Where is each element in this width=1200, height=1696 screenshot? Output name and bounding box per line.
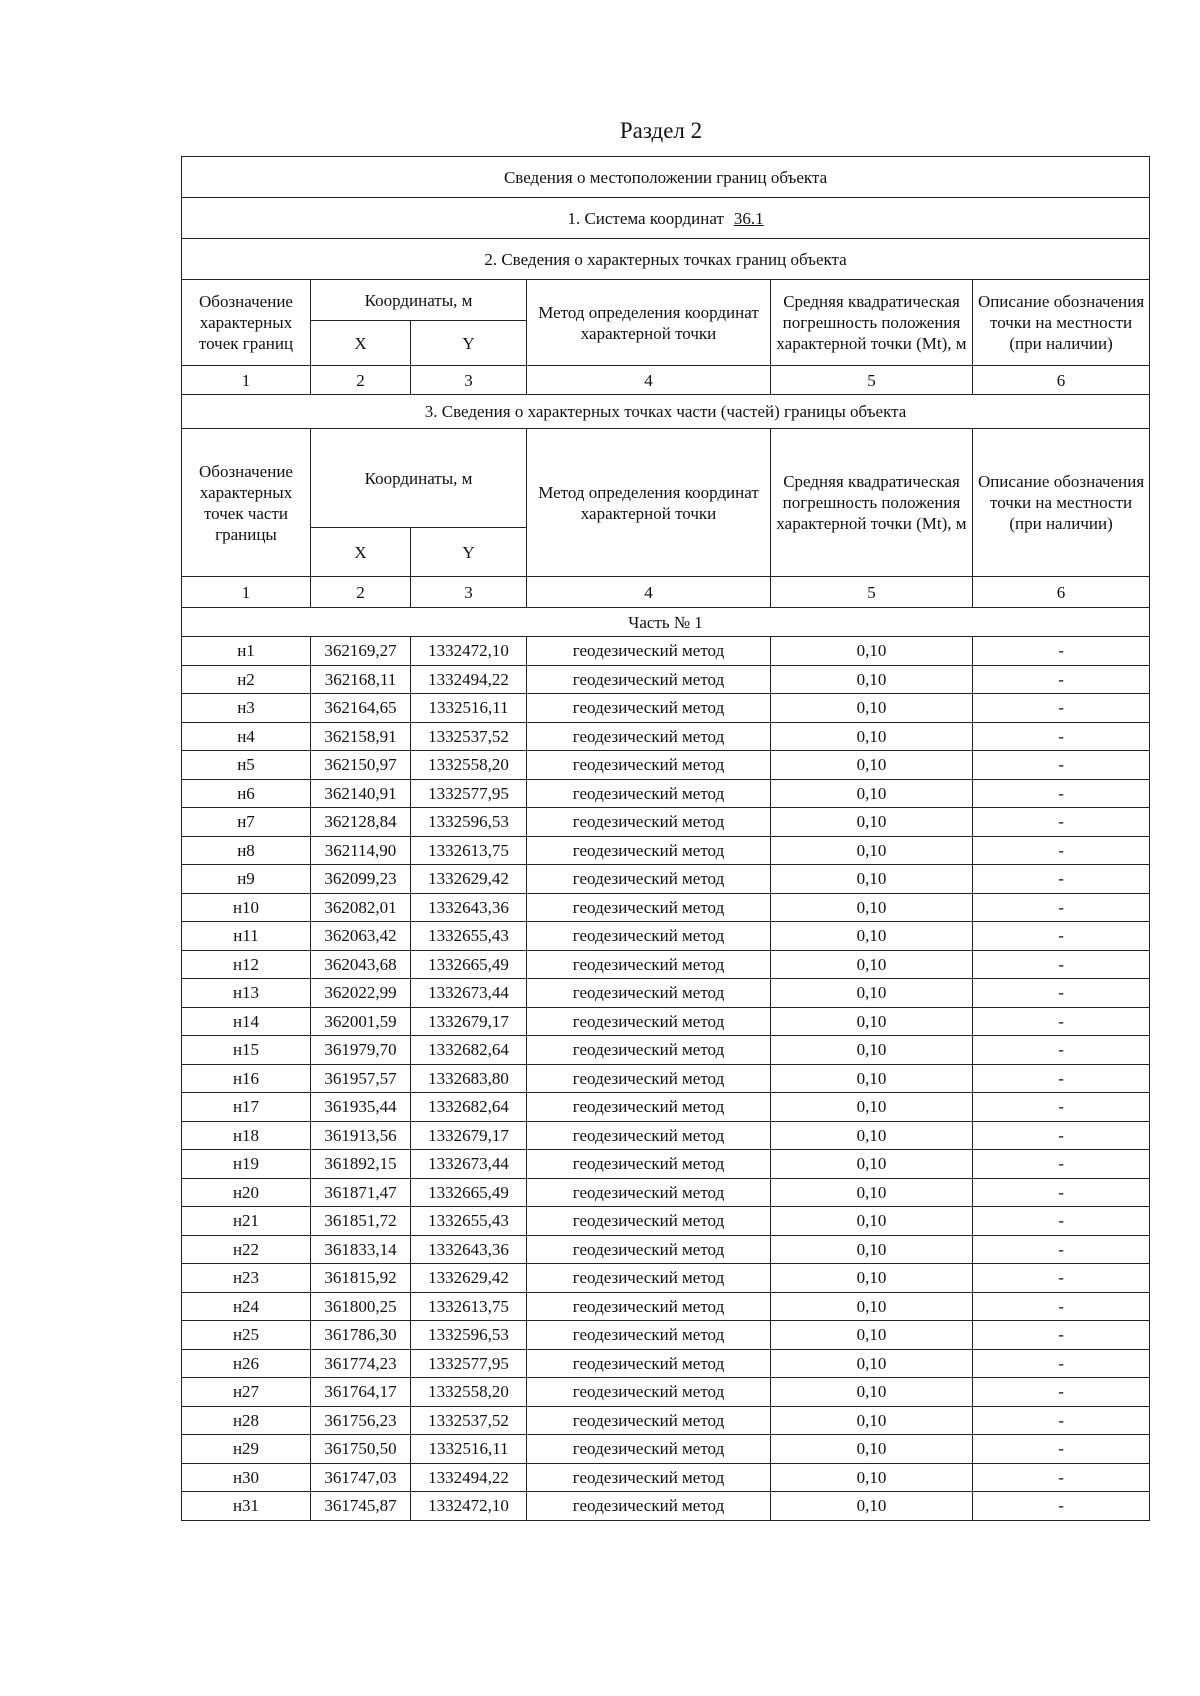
coord-y-cell: 1332682,64	[411, 1036, 527, 1065]
col-number: 2	[311, 577, 411, 608]
description-cell: -	[973, 1264, 1150, 1293]
description-cell: -	[973, 1207, 1150, 1236]
s3-header-desc: Описание обозначения точки на местности (при наличии)	[973, 429, 1150, 577]
mt-value-cell: 0,10	[771, 1349, 973, 1378]
section3-title: 3. Сведения о характерных точках части (частей) границы объекта	[182, 395, 1150, 429]
col-number: 6	[973, 366, 1150, 395]
mt-value-cell: 0,10	[771, 779, 973, 808]
part-row	[182, 608, 1150, 637]
method-cell: геодезический метод	[527, 1064, 771, 1093]
point-id-cell: н12	[182, 950, 311, 979]
coord-y-cell: 1332613,75	[411, 1292, 527, 1321]
method-cell: геодезический метод	[527, 1036, 771, 1065]
coord-system-row	[182, 198, 1150, 239]
mt-value-cell: 0,10	[771, 1264, 973, 1293]
method-cell: геодезический метод	[527, 1321, 771, 1350]
table-title-row	[182, 157, 1150, 198]
method-cell: геодезический метод	[527, 1235, 771, 1264]
mt-value-cell: 0,10	[771, 1207, 973, 1236]
coord-y-cell: 1332683,80	[411, 1064, 527, 1093]
coord-y-cell: 1332665,49	[411, 950, 527, 979]
mt-value-cell: 0,10	[771, 694, 973, 723]
coord-y-cell: 1332577,95	[411, 779, 527, 808]
coord-y-cell: 1332472,10	[411, 1492, 527, 1521]
description-cell: -	[973, 1435, 1150, 1464]
coord-y-cell: 1332577,95	[411, 1349, 527, 1378]
method-cell: геодезический метод	[527, 922, 771, 951]
coord-x-cell: 361747,03	[311, 1463, 411, 1492]
table-row	[182, 979, 1150, 1008]
method-cell: геодезический метод	[527, 950, 771, 979]
table-row	[182, 694, 1150, 723]
coord-y-cell: 1332494,22	[411, 1463, 527, 1492]
coord-y-cell: 1332537,52	[411, 722, 527, 751]
coord-x-cell: 362128,84	[311, 808, 411, 837]
table-row	[182, 1235, 1150, 1264]
coord-y-cell: 1332537,52	[411, 1406, 527, 1435]
col-number: 3	[411, 366, 527, 395]
point-id-cell: н27	[182, 1378, 311, 1407]
mt-value-cell: 0,10	[771, 922, 973, 951]
point-id-cell: н25	[182, 1321, 311, 1350]
table-row	[182, 893, 1150, 922]
section2-header-row-1	[182, 280, 1150, 321]
method-cell: геодезический метод	[527, 1264, 771, 1293]
method-cell: геодезический метод	[527, 665, 771, 694]
col-number: 2	[311, 366, 411, 395]
coord-y-cell: 1332655,43	[411, 1207, 527, 1236]
table-row	[182, 1150, 1150, 1179]
mt-value-cell: 0,10	[771, 1492, 973, 1521]
coord-x-cell: 361764,17	[311, 1378, 411, 1407]
description-cell: -	[973, 637, 1150, 666]
mt-value-cell: 0,10	[771, 1321, 973, 1350]
table-title: Сведения о местоположении границ объекта	[182, 157, 1150, 198]
point-id-cell: н5	[182, 751, 311, 780]
s3-header-method: Метод определения координат характерной точки	[527, 429, 771, 577]
s2-header-desc: Описание обозначения точки на местности (при наличии)	[973, 280, 1150, 366]
point-id-cell: н11	[182, 922, 311, 951]
table-row	[182, 1435, 1150, 1464]
description-cell: -	[973, 836, 1150, 865]
coord-y-cell: 1332679,17	[411, 1007, 527, 1036]
coord-y-cell: 1332472,10	[411, 637, 527, 666]
description-cell: -	[973, 893, 1150, 922]
section2-title: 2. Сведения о характерных точках границ объекта	[182, 239, 1150, 280]
coord-y-cell: 1332596,53	[411, 1321, 527, 1350]
method-cell: геодезический метод	[527, 722, 771, 751]
boundary-table	[181, 156, 1150, 1521]
description-cell: -	[973, 751, 1150, 780]
point-id-cell: н22	[182, 1235, 311, 1264]
coord-y-cell: 1332629,42	[411, 865, 527, 894]
mt-value-cell: 0,10	[771, 1292, 973, 1321]
table-row	[182, 1093, 1150, 1122]
table-row	[182, 1264, 1150, 1293]
point-id-cell: н28	[182, 1406, 311, 1435]
col-number: 1	[182, 366, 311, 395]
point-id-cell: н31	[182, 1492, 311, 1521]
point-id-cell: н3	[182, 694, 311, 723]
s2-header-method: Метод определения координат характерной точки	[527, 280, 771, 366]
mt-value-cell: 0,10	[771, 1435, 973, 1464]
description-cell: -	[973, 1121, 1150, 1150]
coord-y-cell: 1332596,53	[411, 808, 527, 837]
point-id-cell: н14	[182, 1007, 311, 1036]
table-row	[182, 950, 1150, 979]
coord-x-cell: 362063,42	[311, 922, 411, 951]
mt-value-cell: 0,10	[771, 751, 973, 780]
method-cell: геодезический метод	[527, 779, 771, 808]
col-number: 4	[527, 577, 771, 608]
coord-y-cell: 1332655,43	[411, 922, 527, 951]
method-cell: геодезический метод	[527, 1207, 771, 1236]
mt-value-cell: 0,10	[771, 836, 973, 865]
mt-value-cell: 0,10	[771, 1007, 973, 1036]
description-cell: -	[973, 1150, 1150, 1179]
mt-value-cell: 0,10	[771, 1121, 973, 1150]
description-cell: -	[973, 665, 1150, 694]
mt-value-cell: 0,10	[771, 865, 973, 894]
table-row	[182, 637, 1150, 666]
coord-x-cell: 362168,11	[311, 665, 411, 694]
mt-value-cell: 0,10	[771, 1463, 973, 1492]
method-cell: геодезический метод	[527, 1292, 771, 1321]
mt-value-cell: 0,10	[771, 1093, 973, 1122]
s3-header-point: Обозначение характерных точек части границы	[182, 429, 311, 577]
table-row	[182, 1121, 1150, 1150]
point-id-cell: н2	[182, 665, 311, 694]
point-id-cell: н8	[182, 836, 311, 865]
method-cell: геодезический метод	[527, 1492, 771, 1521]
table-row	[182, 922, 1150, 951]
coord-x-cell: 361892,15	[311, 1150, 411, 1179]
table-row	[182, 722, 1150, 751]
coord-y-cell: 1332673,44	[411, 1150, 527, 1179]
mt-value-cell: 0,10	[771, 808, 973, 837]
point-id-cell: н9	[182, 865, 311, 894]
description-cell: -	[973, 1378, 1150, 1407]
method-cell: геодезический метод	[527, 1463, 771, 1492]
mt-value-cell: 0,10	[771, 1178, 973, 1207]
coord-x-cell: 362140,91	[311, 779, 411, 808]
point-id-cell: н1	[182, 637, 311, 666]
coord-x-cell: 361745,87	[311, 1492, 411, 1521]
coord-x-cell: 361913,56	[311, 1121, 411, 1150]
description-cell: -	[973, 950, 1150, 979]
coord-x-cell: 362022,99	[311, 979, 411, 1008]
col-number: 5	[771, 366, 973, 395]
mt-value-cell: 0,10	[771, 1235, 973, 1264]
table-row	[182, 1349, 1150, 1378]
point-id-cell: н10	[182, 893, 311, 922]
method-cell: геодезический метод	[527, 1349, 771, 1378]
coord-x-cell: 361833,14	[311, 1235, 411, 1264]
table-row	[182, 779, 1150, 808]
mt-value-cell: 0,10	[771, 1150, 973, 1179]
coord-x-cell: 361774,23	[311, 1349, 411, 1378]
method-cell: геодезический метод	[527, 1150, 771, 1179]
coord-y-cell: 1332494,22	[411, 665, 527, 694]
table-row	[182, 1292, 1150, 1321]
col-number: 4	[527, 366, 771, 395]
table-row	[182, 1406, 1150, 1435]
description-cell: -	[973, 1036, 1150, 1065]
method-cell: геодезический метод	[527, 694, 771, 723]
table-row	[182, 1378, 1150, 1407]
table-row	[182, 1036, 1150, 1065]
description-cell: -	[973, 1178, 1150, 1207]
point-id-cell: н18	[182, 1121, 311, 1150]
coord-x-cell: 362043,68	[311, 950, 411, 979]
s2-header-mt: Средняя квадратическая погрешность положения характерной точки (Mt), м	[771, 280, 973, 366]
mt-value-cell: 0,10	[771, 1036, 973, 1065]
method-cell: геодезический метод	[527, 637, 771, 666]
coord-x-cell: 362114,90	[311, 836, 411, 865]
mt-value-cell: 0,10	[771, 979, 973, 1008]
coord-y-cell: 1332558,20	[411, 1378, 527, 1407]
method-cell: геодезический метод	[527, 1007, 771, 1036]
part-label: Часть № 1	[182, 608, 1150, 637]
method-cell: геодезический метод	[527, 979, 771, 1008]
coord-x-cell: 361957,57	[311, 1064, 411, 1093]
description-cell: -	[973, 1406, 1150, 1435]
s2-header-y: Y	[411, 321, 527, 366]
method-cell: геодезический метод	[527, 1178, 771, 1207]
s2-header-coords: Координаты, м	[311, 280, 527, 321]
table-row	[182, 1178, 1150, 1207]
coord-system-value: 36.1	[733, 208, 764, 228]
point-id-cell: н16	[182, 1064, 311, 1093]
description-cell: -	[973, 865, 1150, 894]
description-cell: -	[973, 1349, 1150, 1378]
description-cell: -	[973, 722, 1150, 751]
coord-y-cell: 1332665,49	[411, 1178, 527, 1207]
point-id-cell: н29	[182, 1435, 311, 1464]
description-cell: -	[973, 1064, 1150, 1093]
coord-y-cell: 1332679,17	[411, 1121, 527, 1150]
point-id-cell: н15	[182, 1036, 311, 1065]
col-number: 5	[771, 577, 973, 608]
coord-x-cell: 361786,30	[311, 1321, 411, 1350]
table-row	[182, 1007, 1150, 1036]
description-cell: -	[973, 779, 1150, 808]
description-cell: -	[973, 1492, 1150, 1521]
table-row	[182, 1321, 1150, 1350]
coord-system-cell	[182, 198, 1150, 239]
coord-x-cell: 361851,72	[311, 1207, 411, 1236]
method-cell: геодезический метод	[527, 1093, 771, 1122]
s2-header-point: Обозначение характерных точек границ	[182, 280, 311, 366]
point-id-cell: н26	[182, 1349, 311, 1378]
method-cell: геодезический метод	[527, 1121, 771, 1150]
point-id-cell: н4	[182, 722, 311, 751]
mt-value-cell: 0,10	[771, 637, 973, 666]
col-number: 3	[411, 577, 527, 608]
coord-x-cell: 362158,91	[311, 722, 411, 751]
table-row	[182, 1463, 1150, 1492]
coord-x-cell: 361756,23	[311, 1406, 411, 1435]
description-cell: -	[973, 808, 1150, 837]
table-row	[182, 665, 1150, 694]
s3-header-x: X	[311, 528, 411, 577]
table-row	[182, 1207, 1150, 1236]
coord-x-cell: 361800,25	[311, 1292, 411, 1321]
table-row	[182, 808, 1150, 837]
page-title: Раздел 2	[619, 118, 703, 143]
description-cell: -	[973, 1235, 1150, 1264]
point-id-cell: н17	[182, 1093, 311, 1122]
table-row	[182, 865, 1150, 894]
coord-system-label: 1. Система координат	[567, 208, 724, 228]
point-id-cell: н7	[182, 808, 311, 837]
description-cell: -	[973, 1093, 1150, 1122]
description-cell: -	[973, 1292, 1150, 1321]
col-number: 1	[182, 577, 311, 608]
method-cell: геодезический метод	[527, 1378, 771, 1407]
method-cell: геодезический метод	[527, 1435, 771, 1464]
section2-title-row	[182, 239, 1150, 280]
coord-x-cell: 361871,47	[311, 1178, 411, 1207]
coord-x-cell: 362099,23	[311, 865, 411, 894]
coord-x-cell: 362150,97	[311, 751, 411, 780]
coord-y-cell: 1332629,42	[411, 1264, 527, 1293]
coord-x-cell: 362169,27	[311, 637, 411, 666]
mt-value-cell: 0,10	[771, 665, 973, 694]
description-cell: -	[973, 1007, 1150, 1036]
description-cell: -	[973, 1321, 1150, 1350]
coord-x-cell: 361979,70	[311, 1036, 411, 1065]
section3-title-row	[182, 395, 1150, 429]
s3-header-coords: Координаты, м	[311, 429, 527, 528]
coord-x-cell: 362164,65	[311, 694, 411, 723]
description-cell: -	[973, 694, 1150, 723]
section2-column-numbers	[182, 366, 1150, 395]
description-cell: -	[973, 979, 1150, 1008]
method-cell: геодезический метод	[527, 836, 771, 865]
section3-header-row-1	[182, 429, 1150, 528]
point-id-cell: н19	[182, 1150, 311, 1179]
mt-value-cell: 0,10	[771, 1406, 973, 1435]
s2-header-x: X	[311, 321, 411, 366]
mt-value-cell: 0,10	[771, 893, 973, 922]
section3-column-numbers	[182, 577, 1150, 608]
coord-y-cell: 1332558,20	[411, 751, 527, 780]
mt-value-cell: 0,10	[771, 722, 973, 751]
coord-y-cell: 1332673,44	[411, 979, 527, 1008]
point-id-cell: н21	[182, 1207, 311, 1236]
point-id-cell: н13	[182, 979, 311, 1008]
description-cell: -	[973, 1463, 1150, 1492]
point-id-cell: н24	[182, 1292, 311, 1321]
table-row	[182, 1492, 1150, 1521]
method-cell: геодезический метод	[527, 808, 771, 837]
s3-header-mt: Средняя квадратическая погрешность положения характерной точки (Mt), м	[771, 429, 973, 577]
table-row	[182, 751, 1150, 780]
table-row	[182, 836, 1150, 865]
point-id-cell: н30	[182, 1463, 311, 1492]
method-cell: геодезический метод	[527, 893, 771, 922]
coord-x-cell: 362001,59	[311, 1007, 411, 1036]
coord-y-cell: 1332643,36	[411, 1235, 527, 1264]
table-row	[182, 1064, 1150, 1093]
mt-value-cell: 0,10	[771, 1378, 973, 1407]
point-id-cell: н6	[182, 779, 311, 808]
coord-y-cell: 1332613,75	[411, 836, 527, 865]
mt-value-cell: 0,10	[771, 950, 973, 979]
mt-value-cell: 0,10	[771, 1064, 973, 1093]
method-cell: геодезический метод	[527, 865, 771, 894]
description-cell: -	[973, 922, 1150, 951]
s3-header-y: Y	[411, 528, 527, 577]
method-cell: геодезический метод	[527, 1406, 771, 1435]
point-id-cell: н20	[182, 1178, 311, 1207]
point-id-cell: н23	[182, 1264, 311, 1293]
col-number: 6	[973, 577, 1150, 608]
coord-x-cell: 361815,92	[311, 1264, 411, 1293]
method-cell: геодезический метод	[527, 751, 771, 780]
coord-x-cell: 361750,50	[311, 1435, 411, 1464]
coord-y-cell: 1332516,11	[411, 694, 527, 723]
coord-x-cell: 361935,44	[311, 1093, 411, 1122]
coord-y-cell: 1332516,11	[411, 1435, 527, 1464]
coord-y-cell: 1332682,64	[411, 1093, 527, 1122]
coord-y-cell: 1332643,36	[411, 893, 527, 922]
coord-x-cell: 362082,01	[311, 893, 411, 922]
